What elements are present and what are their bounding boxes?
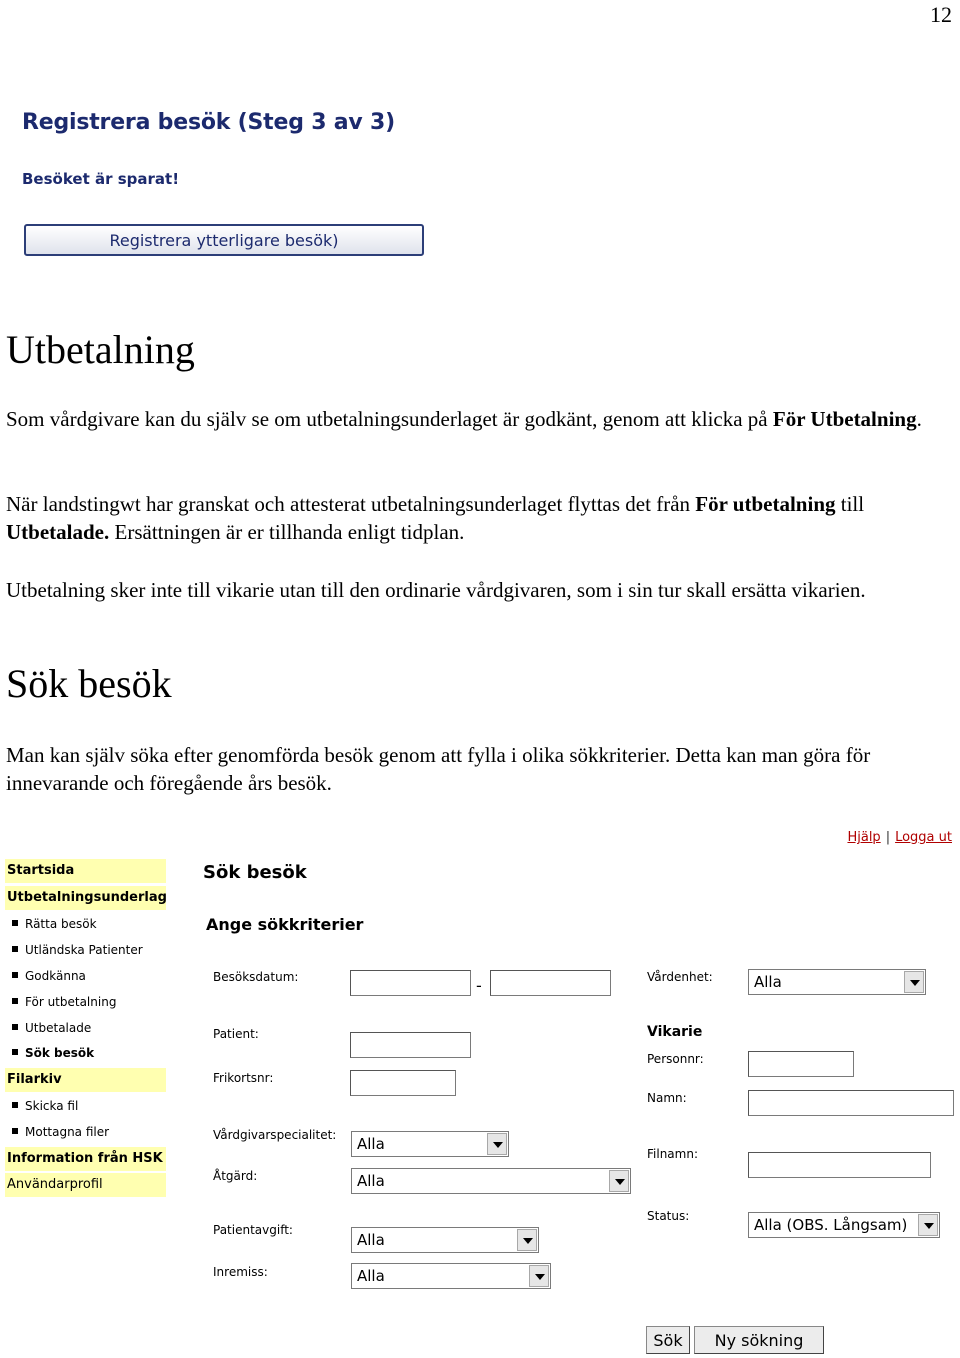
search-title: Sök besök [203, 862, 307, 883]
menu-skicka-fil[interactable]: Skicka fil [12, 1096, 78, 1116]
label-status: Status: [647, 1209, 690, 1223]
bullet-icon [12, 998, 18, 1004]
atgard-select[interactable]: Alla [351, 1168, 631, 1194]
menu-godkanna[interactable]: Godkänna [12, 966, 86, 986]
link-separator: | [885, 830, 891, 845]
menu-filarkiv[interactable]: Filarkiv [5, 1068, 166, 1092]
menu-anvandarprofil[interactable]: Användarprofil [5, 1173, 166, 1197]
bullet-icon [12, 972, 18, 978]
personnr-input[interactable] [748, 1051, 854, 1077]
menu-utbetalningsunderlag[interactable]: Utbetalningsunderlag [5, 886, 166, 910]
heading-utbetalning: Utbetalning [6, 327, 195, 372]
label-filnamn: Filnamn: [647, 1147, 698, 1161]
sok-button[interactable]: Sök [646, 1326, 690, 1354]
page-number: 12 [930, 2, 952, 27]
label-patientavgift: Patientavgift: [213, 1223, 293, 1237]
paragraph-utbetalning-1: Som vårdgivare kan du själv se om utbetalningsunderlaget är godkänt, genom att klicka på För Utbetalning. [6, 407, 922, 431]
filnamn-input[interactable] [748, 1152, 931, 1178]
bullet-icon [12, 1024, 18, 1030]
menu-information-hsk[interactable]: Information från HSK [5, 1147, 166, 1171]
date-from-input[interactable] [350, 970, 471, 996]
search-subtitle: Ange sökkriterier [206, 915, 364, 934]
menu-ratta-besok[interactable]: Rätta besök [12, 914, 97, 934]
bullet-icon [12, 946, 18, 952]
top-links [847, 830, 952, 845]
label-frikortsnr: Frikortsnr: [213, 1071, 274, 1085]
label-vardenhet: Vårdenhet: [647, 970, 713, 984]
register-more-button[interactable]: Registrera ytterligare besök) [24, 224, 424, 256]
date-to-input[interactable] [490, 970, 611, 996]
label-vardgivarspecialitet: Vårdgivarspecialitet: [213, 1128, 337, 1142]
paragraph-utbetalning-3: Utbetalning sker inte till vikarie utan till den ordinarie vårdgivaren, som i sin tur skall ersätta vikarien. [6, 578, 866, 602]
label-besoksdatum: Besöksdatum: [213, 970, 299, 984]
heading-sok-besok: Sök besök [6, 661, 172, 706]
bullet-icon [12, 1049, 18, 1055]
patient-input[interactable] [350, 1032, 471, 1058]
menu-utbetalade[interactable]: Utbetalade [12, 1018, 91, 1038]
label-patient: Patient: [213, 1027, 259, 1041]
chevron-down-icon[interactable] [609, 1170, 629, 1192]
label-personnr: Personnr: [647, 1052, 704, 1066]
menu-mottagna-filer[interactable]: Mottagna filer [12, 1122, 109, 1142]
vardenhet-select[interactable]: Alla [748, 969, 926, 995]
inremiss-select[interactable]: Alla [351, 1263, 551, 1289]
chevron-down-icon[interactable] [529, 1265, 549, 1287]
label-vikarie: Vikarie [647, 1024, 703, 1040]
bullet-icon [12, 1128, 18, 1134]
frikortsnr-input[interactable] [350, 1070, 456, 1096]
bullet-icon [12, 1102, 18, 1108]
vardgivarspecialitet-select[interactable]: Alla [351, 1131, 509, 1157]
chevron-down-icon[interactable] [487, 1133, 507, 1155]
chevron-down-icon[interactable] [517, 1229, 537, 1251]
label-inremiss: Inremiss: [213, 1265, 268, 1279]
logout-link[interactable]: Logga ut [895, 830, 952, 845]
paragraph-utbetalning-2: När landstingwt har granskat och attesterat utbetalningsunderlaget flyttas det från För utbetalning till Utbetalade. Ersättningen är er tillhanda enligt tidplan. [6, 492, 865, 544]
menu-utlandska-patienter[interactable]: Utländska Patienter [12, 940, 143, 960]
chevron-down-icon[interactable] [918, 1214, 938, 1236]
menu-sok-besok[interactable]: Sök besök [12, 1043, 94, 1063]
status-select[interactable]: Alla (OBS. Långsam) [748, 1212, 940, 1238]
patientavgift-select[interactable]: Alla [351, 1227, 539, 1253]
paragraph-sok-besok: Man kan själv söka efter genomförda besök genom att fylla i olika sökkriterier. Detta kan man göra för innevarande och föregående års besök. [6, 743, 871, 795]
namn-input[interactable] [748, 1090, 954, 1116]
menu-for-utbetalning[interactable]: För utbetalning [12, 992, 116, 1012]
saved-message: Besöket är sparat! [22, 170, 180, 188]
chevron-down-icon[interactable] [904, 971, 924, 993]
menu-startsida[interactable]: Startsida [5, 859, 166, 883]
bullet-icon [12, 920, 18, 926]
help-link[interactable]: Hjälp [847, 830, 881, 845]
date-separator: - [476, 976, 482, 995]
register-title: Registrera besök (Steg 3 av 3) [22, 110, 395, 135]
label-atgard: Åtgärd: [213, 1169, 258, 1183]
label-namn: Namn: [647, 1091, 687, 1105]
ny-sokning-button[interactable]: Ny sökning [694, 1326, 824, 1354]
